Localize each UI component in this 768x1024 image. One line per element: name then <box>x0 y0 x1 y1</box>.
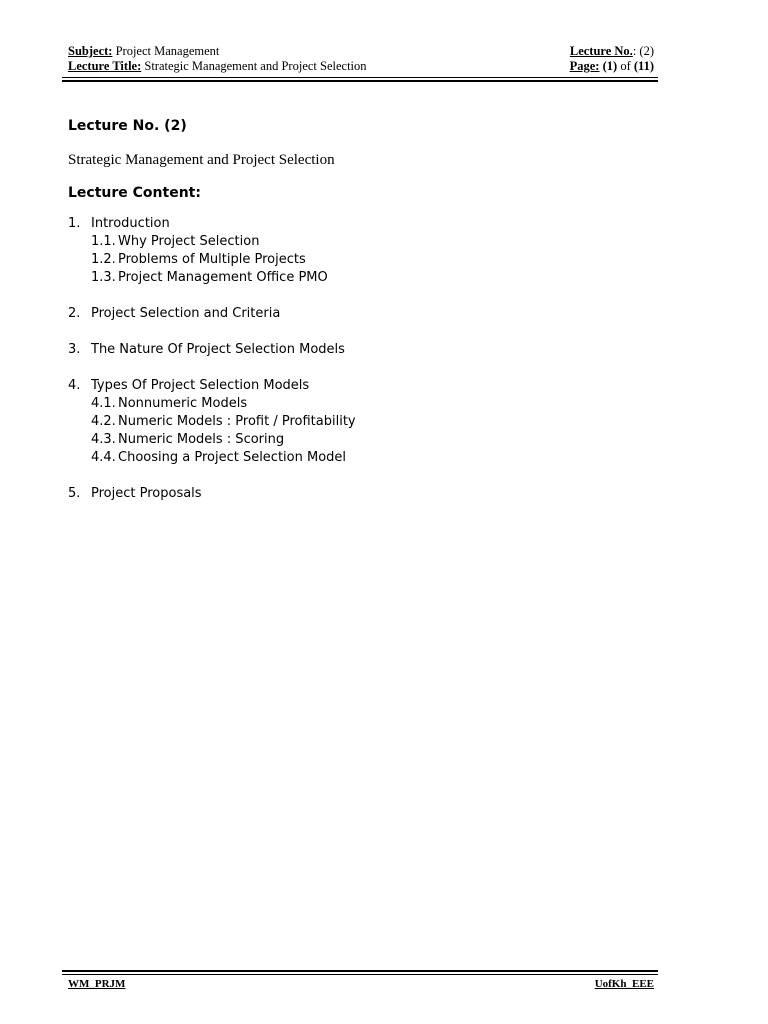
toc-subitem <box>68 413 658 431</box>
toc-subitem-number: 1.3. <box>91 270 116 285</box>
lecture-title-label: Lecture Title: <box>68 59 142 73</box>
toc-item <box>68 305 658 323</box>
toc-item-number: 3. <box>68 342 81 357</box>
toc-subitem <box>68 431 658 449</box>
toc-spacer <box>68 323 658 341</box>
page-content <box>68 116 658 503</box>
lecture-number-field <box>570 44 654 59</box>
header-row-2 <box>62 59 658 74</box>
toc-subitem-label: Choosing a Project Selection Model <box>118 450 347 465</box>
toc-subitem-number: 1.1. <box>91 234 116 249</box>
toc-subitem <box>68 395 658 413</box>
toc-subitem-label: Problems of Multiple Projects <box>118 252 306 267</box>
toc-spacer <box>68 287 658 305</box>
page-header <box>62 44 658 74</box>
page-of: of <box>620 59 631 73</box>
toc-subitem-number: 4.4. <box>91 450 116 465</box>
page-label: Page: <box>569 59 600 73</box>
toc-subitem-label: Nonnumeric Models <box>118 396 248 411</box>
page-current: (1) <box>602 59 618 73</box>
header-row-1 <box>62 44 658 59</box>
toc-subitem-number: 4.1. <box>91 396 116 411</box>
toc-item-number: 4. <box>68 378 81 393</box>
toc-item <box>68 485 658 503</box>
header-rule <box>62 77 658 82</box>
footer-left: WM_PRJM <box>68 978 126 990</box>
toc-item-label: Project Selection and Criteria <box>91 306 281 321</box>
toc-subitem <box>68 251 658 269</box>
toc-item-label: Types Of Project Selection Models <box>91 378 310 393</box>
page-footer <box>62 978 658 990</box>
toc-subitem-number: 1.2. <box>91 252 116 267</box>
toc-subitem <box>68 233 658 251</box>
table-of-contents <box>68 215 658 503</box>
toc-subitem-label: Numeric Models : Scoring <box>118 432 285 447</box>
lecture-number-heading: Lecture No. (2) <box>68 118 187 134</box>
toc-subitem-label: Project Management Office PMO <box>118 270 328 285</box>
lecture-title: Strategic Management and Project Selection <box>68 152 335 168</box>
toc-item <box>68 341 658 359</box>
toc-subitem-number: 4.2. <box>91 414 116 429</box>
subject-value: Project Management <box>115 44 220 58</box>
subject-label: Subject: <box>68 44 113 58</box>
toc-item-number: 2. <box>68 306 81 321</box>
lecture-content-heading: Lecture Content: <box>68 185 201 201</box>
lecture-title-value: Strategic Management and Project Selection <box>144 59 367 73</box>
toc-subitem <box>68 449 658 467</box>
toc-item-label: Introduction <box>91 216 170 231</box>
page-number-field <box>570 59 654 74</box>
toc-subitem-label: Numeric Models : Profit / Profitability <box>118 414 356 429</box>
lecture-title-field <box>68 59 367 74</box>
toc-subitem-label: Why Project Selection <box>118 234 260 249</box>
toc-item <box>68 377 658 395</box>
subject-field <box>68 44 219 59</box>
toc-spacer <box>68 467 658 485</box>
footer-rule <box>62 970 658 975</box>
lecture-number-value: : (2) <box>632 44 654 58</box>
toc-item-number: 5. <box>68 486 81 501</box>
toc-subitem <box>68 269 658 287</box>
toc-item-label: The Nature Of Project Selection Models <box>91 342 345 357</box>
lecture-number-label: Lecture No. <box>569 44 633 58</box>
footer-right: UofKh_EEE <box>594 978 654 990</box>
toc-spacer <box>68 359 658 377</box>
page-total: (11) <box>633 59 654 73</box>
toc-subitem-number: 4.3. <box>91 432 116 447</box>
toc-item <box>68 215 658 233</box>
toc-item-label: Project Proposals <box>91 486 202 501</box>
toc-item-number: 1. <box>68 216 81 231</box>
